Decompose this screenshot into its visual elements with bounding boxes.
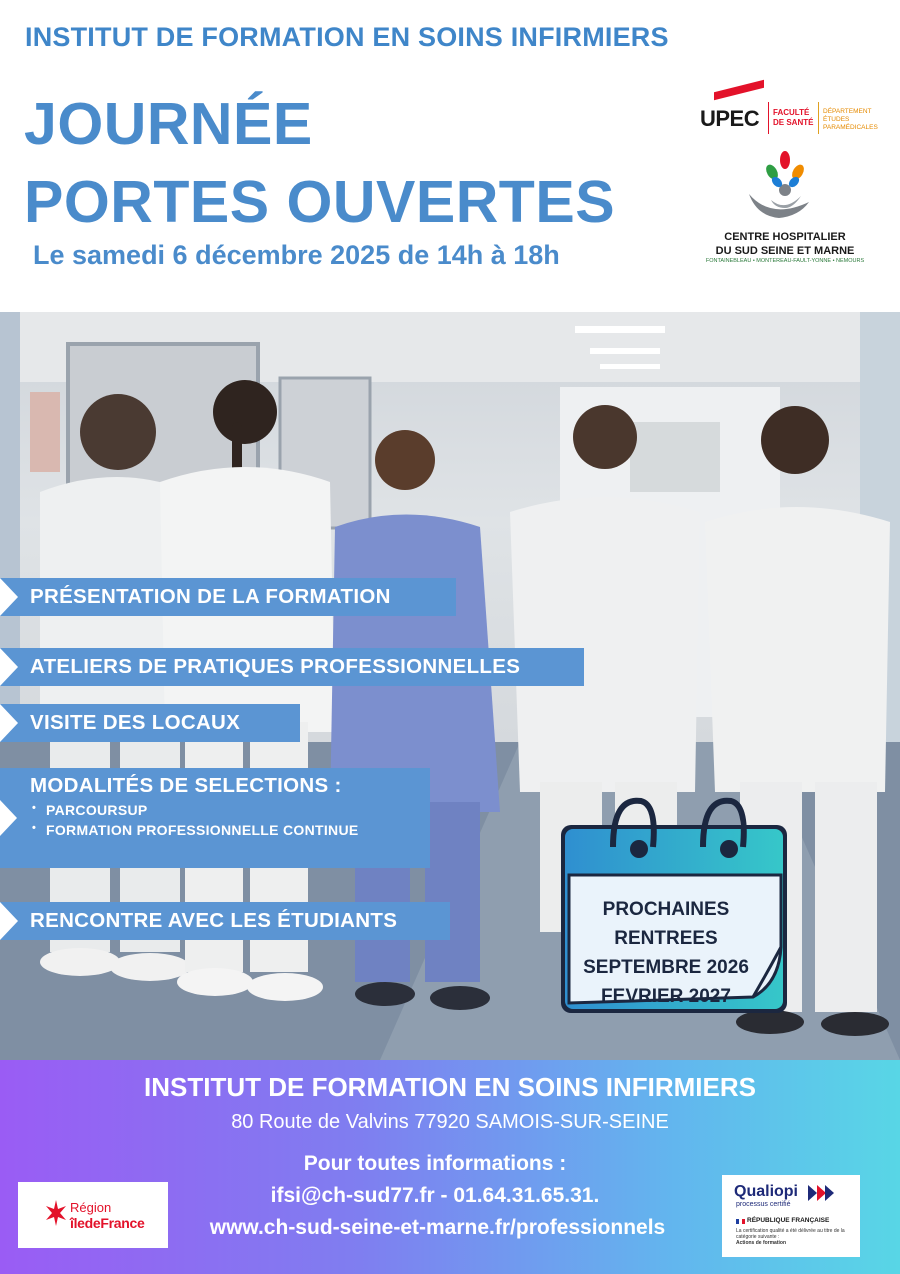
hospital-name	[695, 230, 875, 258]
event-date: Le samedi 6 décembre 2025 de 14h à 18h	[33, 240, 560, 270]
headline-line-2: PORTES OUVERTES	[24, 169, 616, 235]
qualiopi-subtitle: processus certifié	[736, 1201, 791, 1208]
hospital-name-line2: DU SUD SEINE ET MARNE	[715, 245, 855, 257]
selection-title: MODALITÉS DE SELECTIONS :	[30, 774, 342, 797]
upec-faculty-line1: FACULTÉ	[773, 108, 810, 117]
qualiopi-note	[736, 1228, 856, 1246]
region-name: îledeFrance	[70, 1215, 145, 1231]
program-item-label: VISITE DES LOCAUX	[30, 711, 241, 734]
program-item-label: PRÉSENTATION DE LA FORMATION	[30, 585, 391, 608]
hospital-towns: FONTAINEBLEAU • MONTEREAU-FAULT-YONNE • NEMOURS	[705, 258, 865, 264]
upec-faculty	[773, 108, 813, 128]
qualiopi-logo	[722, 1175, 860, 1257]
hospital-logo	[695, 148, 875, 268]
footer-institute-title: INSTITUT DE FORMATION EN SOINS INFIRMIERS	[144, 1072, 756, 1102]
french-flag-icon	[736, 1219, 745, 1224]
program-item-meeting	[0, 902, 450, 940]
program-item-label: RENCONTRE AVEC LES ÉTUDIANTS	[30, 909, 398, 932]
footer-contact[interactable]: ifsi@ch-sud77.fr - 01.64.31.65.31.	[270, 1184, 600, 1207]
region-star-icon	[46, 1200, 66, 1226]
headline-line-1: JOURNÉE	[24, 91, 313, 157]
upec-slash-mark	[714, 80, 764, 100]
footer-address: 80 Route de Valvins 77920 SAMOIS-SUR-SEINE	[231, 1111, 669, 1133]
intake-calendar	[553, 787, 793, 1025]
wall-poster	[30, 392, 60, 472]
upec-department	[823, 108, 878, 132]
contact-footer	[0, 1060, 900, 1274]
qualiopi-note-text: La certification qualité a été délivrée au titre de la catégorie suivante :	[736, 1228, 845, 1240]
upec-department-line2: ÉTUDES	[823, 116, 850, 123]
program-item-label: ATELIERS DE PRATIQUES PROFESSIONNELLES	[30, 655, 521, 678]
upec-name: UPEC	[700, 106, 760, 131]
region-idf-logo	[18, 1182, 168, 1248]
qualiopi-category: Actions de formation	[736, 1240, 787, 1246]
qualiopi-republic: RÉPUBLIQUE FRANÇAISE	[747, 1217, 830, 1224]
upec-divider	[768, 102, 769, 134]
hero-photo	[0, 312, 900, 1060]
upec-divider-2	[818, 102, 819, 134]
upec-logo	[700, 84, 880, 136]
hospital-emblem-icon	[741, 150, 831, 224]
footer-website-link[interactable]: www.ch-sud-seine-et-marne.fr/professionnels	[209, 1216, 666, 1239]
ceiling-light	[600, 364, 660, 369]
program-item-presentation	[0, 578, 456, 616]
program-item-workshops	[0, 648, 584, 686]
upec-department-line1: DÉPARTEMENT	[823, 108, 872, 115]
qualiopi-name: Qualiopi	[734, 1183, 798, 1200]
qualiopi-arrows-icon	[808, 1185, 834, 1201]
institute-title: INSTITUT DE FORMATION EN SOINS INFIRMIERS	[25, 22, 669, 52]
selection-option: • FORMATION PROFESSIONNELLE CONTINUE	[30, 822, 430, 838]
selection-option: • PARCOURSUP	[30, 802, 430, 818]
region-label: Région	[70, 1200, 112, 1215]
poster-header	[0, 0, 900, 312]
calendar-line-3: SEPTEMBRE 2026	[583, 957, 749, 978]
footer-info-label: Pour toutes informations :	[303, 1152, 567, 1175]
calendar-text	[567, 895, 765, 1011]
hospital-name-line1: CENTRE HOSPITALIER	[724, 231, 846, 243]
upec-department-line3: PARAMÉDICALES	[823, 124, 878, 131]
calendar-line-1: PROCHAINES	[602, 899, 730, 920]
ceiling-light	[575, 326, 665, 333]
window-pane	[630, 422, 720, 492]
program-item-visit	[0, 704, 300, 742]
calendar-line-2: RENTREES	[614, 928, 718, 949]
upec-faculty-line2: DE SANTÉ	[773, 118, 814, 127]
calendar-line-4: FEVRIER 2027	[601, 986, 731, 1007]
ceiling-light	[590, 348, 660, 354]
program-item-selection	[0, 768, 430, 868]
